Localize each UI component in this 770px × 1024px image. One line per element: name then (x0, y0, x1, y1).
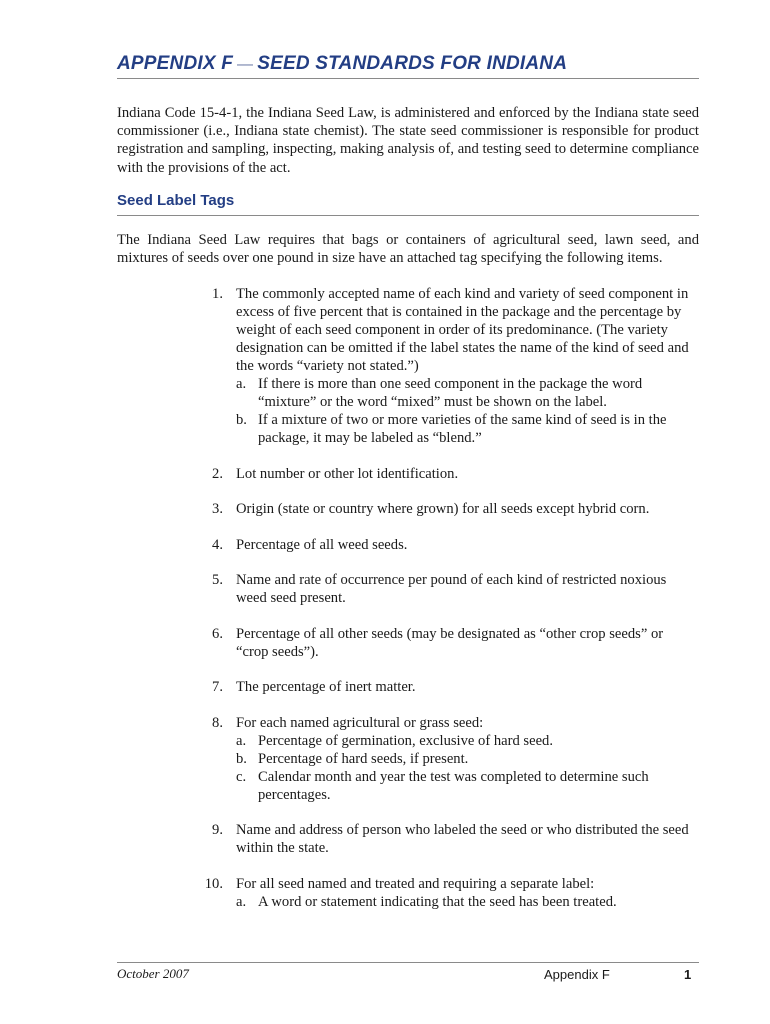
sub-list-item-letter: b. (236, 412, 247, 428)
footer-section-label: Appendix F (544, 967, 610, 982)
page-number: 1 (684, 967, 692, 982)
list-item (201, 714, 699, 804)
list-item (201, 500, 699, 518)
section-divider (117, 215, 699, 216)
sub-list-item (236, 411, 699, 447)
list-item-number: 4. (212, 536, 223, 553)
section-heading: Seed Label Tags (117, 192, 235, 209)
sub-list (236, 893, 699, 911)
list-item-number: 8. (212, 714, 223, 731)
sub-list-item (236, 768, 699, 804)
list-item-text: Percentage of all other seeds (may be designated as “other crop seeds” or “crop seeds”). (236, 625, 664, 660)
title-sub: SEED STANDARDS FOR INDIANA (257, 53, 568, 74)
footer-date: October 2007 (117, 966, 189, 981)
list-item-number: 2. (212, 465, 223, 482)
sub-list-item (236, 375, 699, 411)
sub-list (236, 732, 699, 804)
sub-list-item-text: If a mixture of two or more varieties of the same kind of seed is in the package, it may be labeled as “blend.” (258, 412, 667, 446)
list-item-text: Name and rate of occurrence per pound of each kind of restricted noxious weed seed present. (236, 572, 667, 606)
sub-list-item-text: Calendar month and year the test was completed to determine such percentages. (258, 768, 649, 803)
list-item-text: Percentage of all weed seeds. (236, 536, 408, 553)
sub-list-item-letter: a. (236, 376, 247, 392)
sub-list-item-text: Percentage of germination, exclusive of hard seed. (258, 732, 554, 749)
requirements-list (201, 285, 699, 928)
list-item-text: For each named agricultural or grass seed: (236, 714, 484, 731)
footer-divider (117, 962, 699, 963)
list-item (201, 571, 699, 607)
list-item (201, 536, 699, 554)
sub-list-item-text: A word or statement indicating that the seed has been treated. (258, 893, 617, 910)
list-item-number: 10. (204, 875, 223, 892)
title-main: APPENDIX F (117, 53, 234, 74)
list-item-number: 6. (212, 625, 223, 642)
list-item-text: Name and address of person who labeled the seed or who distributed the seed within the state. (236, 822, 689, 856)
page-title (117, 53, 699, 75)
list-item (201, 875, 699, 911)
list-item (201, 285, 699, 447)
sub-list-item-letter: b. (236, 750, 247, 767)
list-item-number: 5. (212, 572, 223, 588)
intro-paragraph: Indiana Code 15-4-1, the Indiana Seed Law, is administered and enforced by the Indiana state seed commissioner (i.e., Indiana state chemist). The state seed commissioner is responsible for product registration and sampling, inspecting, making analysis of, and testing seed to determine compliance with the provisions of the act. (117, 105, 699, 176)
list-item (201, 678, 699, 696)
list-item-text: The percentage of inert matter. (236, 679, 416, 695)
title-dash: — (237, 56, 254, 73)
list-item (201, 625, 699, 661)
sub-list-item (236, 893, 699, 911)
list-item-text: The commonly accepted name of each kind and variety of seed component in excess of five percent that is contained in the package and the percentage by weight of each seed component in order of its predominance. (The variety designation can be omitted if the label states the name of the kind of seed and the words “variety not stated.”) (236, 286, 689, 374)
section-intro-paragraph: The Indiana Seed Law requires that bags or containers of agricultural seed, lawn seed, and mixtures of seeds over one pound in size have an attached tag specifying the following items. (117, 232, 699, 267)
list-item-number: 1. (212, 286, 223, 302)
list-item-text: Lot number or other lot identification. (236, 465, 459, 482)
title-divider (117, 78, 699, 79)
list-item-text: For all seed named and treated and requiring a separate label: (236, 875, 595, 892)
list-item (201, 465, 699, 483)
list-item-number: 3. (212, 501, 223, 517)
list-item (201, 821, 699, 857)
list-item-number: 9. (212, 822, 223, 838)
sub-list-item (236, 750, 699, 768)
sub-list-item-letter: a. (236, 893, 247, 910)
list-item-number: 7. (212, 679, 223, 695)
sub-list-item-letter: c. (236, 768, 247, 785)
sub-list-item-text: If there is more than one seed component in the package the word “mixture” or the word “mixed” must be shown on the label. (258, 376, 643, 410)
sub-list (236, 375, 699, 447)
sub-list-item (236, 732, 699, 750)
list-item-text: Origin (state or country where grown) for all seeds except hybrid corn. (236, 501, 650, 517)
sub-list-item-letter: a. (236, 732, 247, 749)
sub-list-item-text: Percentage of hard seeds, if present. (258, 750, 469, 767)
